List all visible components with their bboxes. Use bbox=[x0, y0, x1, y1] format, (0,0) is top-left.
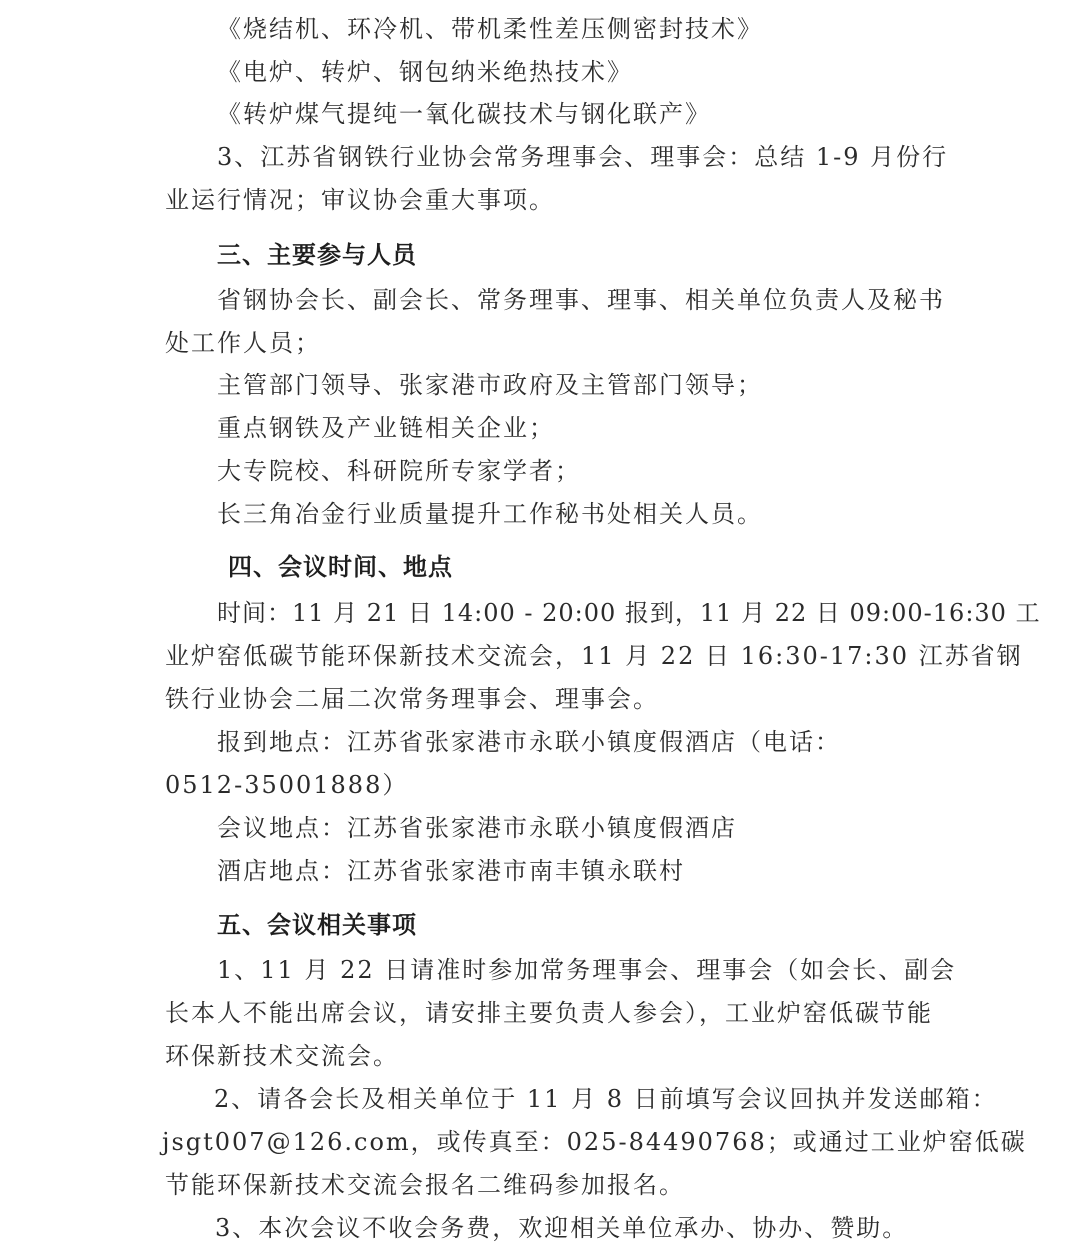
participants-secretariat: 长三角冶金行业质量提升工作秘书处相关人员。 bbox=[217, 500, 763, 528]
matter-2-line3: 节能环保新技术交流会报名二维码参加报名。 bbox=[165, 1171, 685, 1199]
checkin-location-line1: 报到地点：江苏省张家港市永联小镇度假酒店（电话： bbox=[217, 728, 841, 756]
matter-2-line2: jsgt007@126.com，或传真至：025-84490768；或通过工业炉窑低碳 bbox=[162, 1128, 1027, 1156]
matter-1-line2: 长本人不能出席会议，请安排主要负责人参会），工业炉窑低碳节能 bbox=[165, 999, 933, 1027]
time-line1: 时间：11 月 21 日 14:00 - 20:00 报到，11 月 22 日 09:00-16:30 工 bbox=[217, 599, 1041, 627]
matter-3-line1: 3、本次会议不收会务费，欢迎相关单位承办、协办、赞助。 bbox=[215, 1214, 909, 1242]
checkin-location-line2: 0512-35001888） bbox=[165, 771, 409, 799]
section-heading-time-place: 四、会议时间、地点 bbox=[228, 553, 453, 581]
participants-line1: 省钢协会长、副会长、常务理事、理事、相关单位负责人及秘书 bbox=[217, 286, 945, 314]
time-line3: 铁行业协会二届二次常务理事会、理事会。 bbox=[165, 685, 659, 713]
agenda-item-3-line1: 3、江苏省钢铁行业协会常务理事会、理事会：总结 1-9 月份行 bbox=[217, 143, 949, 171]
technology-item-1: 《烧结机、环冷机、带机柔性差压侧密封技术》 bbox=[217, 15, 763, 43]
time-line2: 业炉窑低碳节能环保新技术交流会，11 月 22 日 16:30-17:30 江苏省钢 bbox=[165, 642, 1023, 670]
matter-1-line3: 环保新技术交流会。 bbox=[165, 1042, 399, 1070]
section-heading-participants: 三、主要参与人员 bbox=[217, 241, 417, 269]
matter-2-line1: 2、请各会长及相关单位于 11 月 8 日前填写会议回执并发送邮箱： bbox=[214, 1085, 998, 1113]
section-heading-related-matters: 五、会议相关事项 bbox=[217, 911, 417, 939]
matter-1-line1: 1、11 月 22 日请准时参加常务理事会、理事会（如会长、副会 bbox=[217, 956, 957, 984]
participants-authorities: 主管部门领导、张家港市政府及主管部门领导； bbox=[217, 371, 763, 399]
participants-enterprises: 重点钢铁及产业链相关企业； bbox=[217, 414, 555, 442]
hotel-location: 酒店地点：江苏省张家港市南丰镇永联村 bbox=[217, 857, 685, 885]
participants-experts: 大专院校、科研院所专家学者； bbox=[217, 457, 581, 485]
agenda-item-3-line2: 业运行情况；审议协会重大事项。 bbox=[165, 186, 555, 214]
participants-line2: 处工作人员； bbox=[165, 329, 321, 357]
technology-item-3: 《转炉煤气提纯一氧化碳技术与钢化联产》 bbox=[217, 100, 711, 128]
technology-item-2: 《电炉、转炉、钢包纳米绝热技术》 bbox=[217, 58, 633, 86]
meeting-venue: 会议地点：江苏省张家港市永联小镇度假酒店 bbox=[217, 814, 737, 842]
